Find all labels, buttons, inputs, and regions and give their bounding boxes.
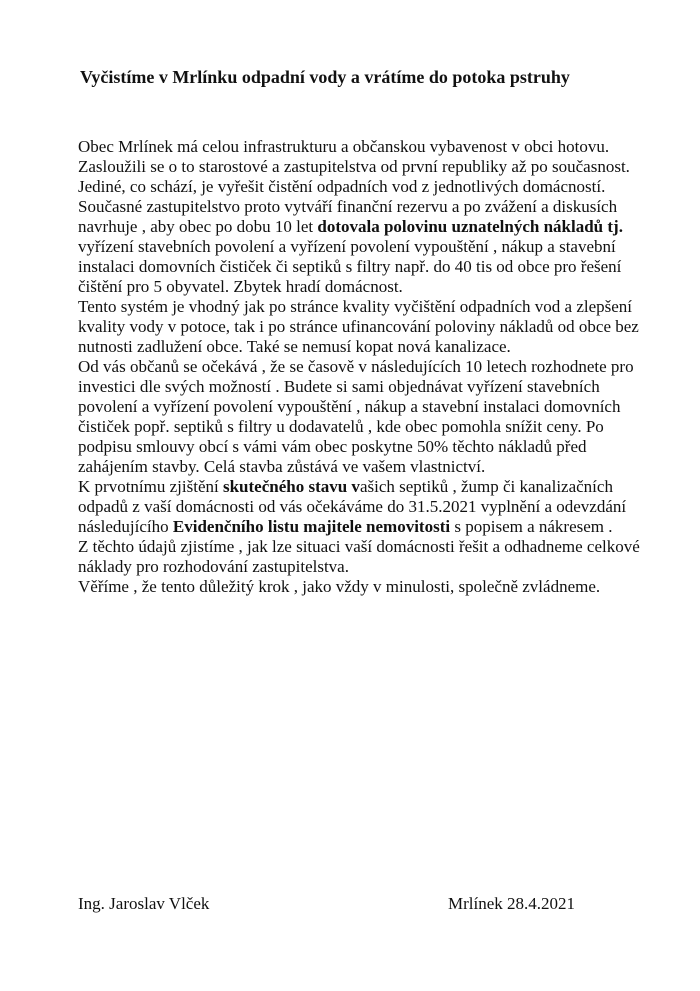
document-title: Vyčistíme v Mrlínku odpadní vody a vrátíme do potoka pstruhy — [80, 67, 570, 87]
document-body — [78, 137, 658, 597]
paragraph-expectations: Od vás občanů se očekává , že se časově v následujících 10 letech rozhodnete pro investici dle svých možností . Budete si sami objednávat vyřízení stavebních povolení a vyřízení povolení vypouštění , nákup a stavební instalaci domovních čističek popř. septiků s filtry u dodavatelů , kde obec pomohla snížit ceny. Po podpisu smlouvy obcí s vámi vám obec poskytne 50% těchto nákladů před zahájením stavby. Celá stavba zůstává ve vašem vlastnictví. — [78, 357, 634, 476]
proposal-text-2: vyřízení stavebních povolení a vyřízení povolení vypouštění , nákup a stavební instalaci domovních čističek či septiků s filtry např. do 40 tis od obce pro řešení čištění pro 5 obyvatel. Zbytek hradí domácnost. — [78, 237, 622, 296]
survey-emphasis-form: Evidenčního listu majitele nemovitosti — [172, 517, 451, 536]
paragraph-proposal — [78, 197, 658, 297]
survey-emphasis-state: skutečného stavu v — [222, 477, 360, 496]
proposal-text-1: Současné zastupitelstvo proto vytváří finanční rezervu a po zvážení a diskusích navrhuje , aby obec po dobu 10 let — [78, 197, 618, 236]
survey-text-2: ašich septiků , žump či kanalizačních odpadů z vaší domácnosti od vás očekáváme do 31.5.2021 vyplnění a odevzdání následujícího — [78, 477, 627, 536]
survey-text-3: s popisem a nákresem . — [450, 517, 613, 536]
author-signature: Ing. Jaroslav Vlček — [78, 894, 210, 913]
paragraph-closing: Věříme , že tento důležitý krok , jako vždy v minulosti, společně zvládneme. — [78, 577, 601, 596]
proposal-emphasis: dotovala polovinu uznatelných nákladů tj. — [317, 217, 623, 236]
paragraph-benefits: Tento systém je vhodný jak po stránce kvality vyčištění odpadních vod a zlepšení kvality vody v potoce, tak i po stránce ufinancování poloviny nákladů od obce bez nutnosti zadlužení obce. Také se nemusí kopat nová kanalizace. — [78, 297, 639, 356]
place-date: Mrlínek 28.4.2021 — [448, 894, 576, 913]
paragraph-intro: Obec Mrlínek má celou infrastrukturu a občanskou vybavenost v obci hotovu. Zasloužili se o to starostové a zastupitelstva od první republiky až po současnost. Jediné, co schází, je vyřešit čistění odpadních vod z jednotlivých domácností. — [78, 137, 630, 196]
paragraph-evaluation: Z těchto údajů zjistíme , jak lze situaci vaší domácnosti řešit a odhadneme celkové náklady pro rozhodování zastupitelstva. — [78, 537, 640, 576]
survey-text-1: K prvotnímu zjištění — [78, 477, 223, 496]
paragraph-survey — [78, 477, 658, 537]
